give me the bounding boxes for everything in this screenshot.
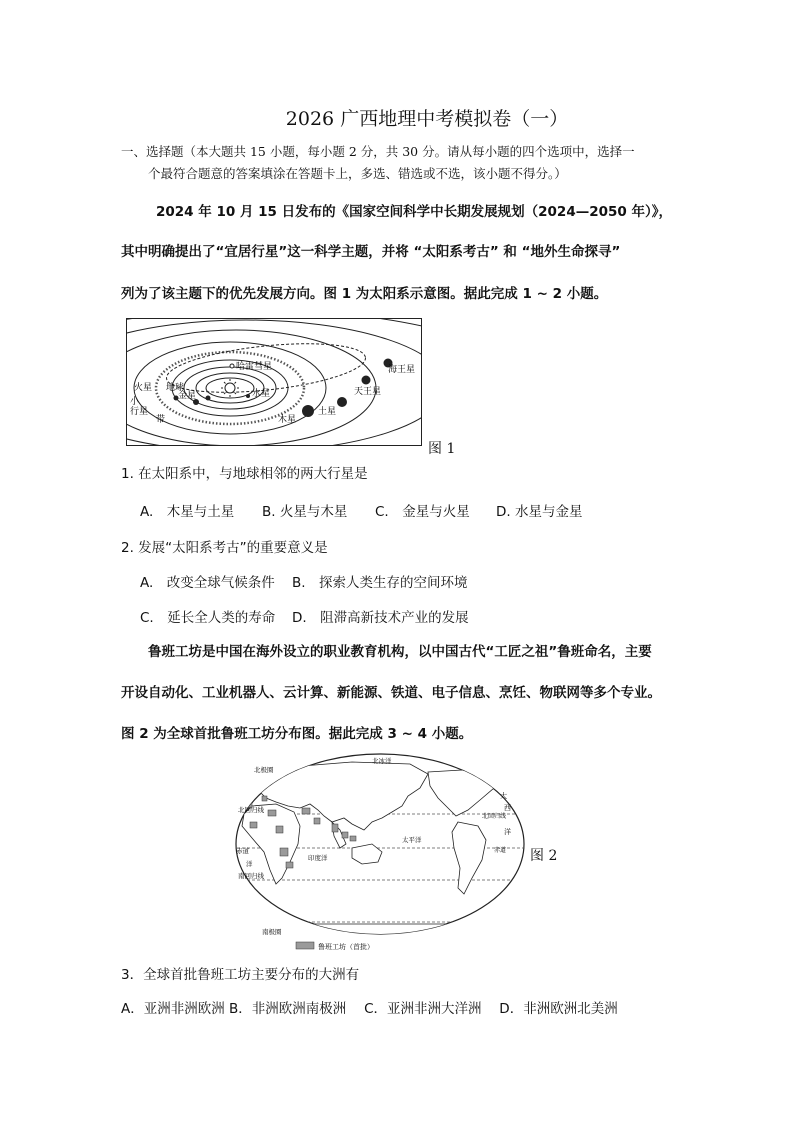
map-label-atlantic-da: 大	[500, 792, 507, 800]
map-label-arctic-ocean: 北冰洋	[372, 757, 392, 765]
passage2-line3: 图 2 为全球首批鲁班工坊分布图。据此完成 3 ~ 4 小题。	[121, 726, 473, 742]
passage2-line2: 开设自动化、工业机器人、云计算、新能源、铁道、电子信息、烹饪、物联网等多个专业。	[121, 685, 661, 701]
q3-stem: 3．全球首批鲁班工坊主要分布的大洲有	[121, 967, 360, 983]
q1-option-c[interactable]: C. 金星与火星	[375, 504, 470, 520]
map-label-ocean-left: 洋	[246, 860, 253, 868]
solar-system-figure	[126, 318, 422, 446]
q1-option-a[interactable]: A. 木星与土星	[140, 504, 235, 520]
q1-option-b[interactable]: B. 火星与木星	[262, 504, 348, 520]
map-label-tropic-capricorn: 南回归线	[238, 872, 264, 880]
svg-text:火星: 火星	[134, 383, 153, 393]
q1-option-d[interactable]: D. 水星与金星	[496, 504, 583, 520]
q1-stem: 1. 在太阳系中，与地球相邻的两大行星是	[121, 466, 368, 482]
svg-text:小: 小	[130, 397, 140, 407]
svg-text:地球: 地球	[166, 383, 185, 393]
map-label-antarctic-circle: 南极圈	[262, 928, 282, 936]
q2-option-a[interactable]: A. 改变全球气候条件	[140, 575, 275, 591]
svg-text:水星: 水星	[252, 389, 271, 399]
q2-option-b[interactable]: B. 探索人类生存的空间环境	[292, 575, 468, 591]
world-map-figure	[232, 752, 528, 954]
map-label-arctic-circle: 北极圈	[254, 766, 274, 774]
map-label-pacific: 太平洋	[402, 836, 422, 844]
passage2-line1: 鲁班工坊是中国在海外设立的职业教育机构，以中国古代“工匠之祖”鲁班命名，主要	[148, 644, 652, 660]
q2-option-c[interactable]: C. 延长全人类的寿命	[140, 610, 276, 626]
map-label-atlantic-xi: 西	[504, 804, 511, 812]
q2-option-d[interactable]: D. 阻滞高新技术产业的发展	[292, 610, 469, 626]
figure2-label: 图 2	[530, 848, 558, 864]
q3-options[interactable]: A．亚洲非洲欧洲 B．非洲欧洲南极洲 C．亚洲非洲大洋洲 D．非洲欧洲北美洲	[121, 1001, 618, 1017]
map-legend-label: 鲁班工坊（首批）	[318, 943, 374, 951]
passage1-line3: 列为了该主题下的优先发展方向。图 1 为太阳系示意图。据此完成 1 ~ 2 小题。	[121, 286, 608, 302]
legend-swatch	[296, 942, 314, 949]
figure1-label: 图 1	[428, 441, 456, 457]
map-label-tropic-cancer: 北回归线	[238, 806, 264, 814]
map-label-indian: 印度洋	[308, 854, 328, 862]
section-instruction-line1: 一、选择题（本大题共 15 小题，每小题 2 分，共 30 分。请从每小题的四个选项中，选择一	[121, 144, 635, 159]
svg-text:土星: 土星	[318, 407, 337, 417]
svg-text:带: 带	[156, 415, 166, 425]
svg-text:天王星: 天王星	[354, 387, 382, 397]
passage1-line2: 其中明确提出了“宜居行星”这一科学主题，并将 “太阳系考古” 和 “地外生命探寻”	[121, 244, 621, 260]
section-instruction-line2: 个最符合题意的答案填涂在答题卡上，多选、错选或不选，该小题不得分。）	[148, 166, 567, 181]
map-label-atlantic-yang: 洋	[504, 828, 511, 836]
map-label-equator: 赤道	[236, 847, 249, 855]
svg-text:金星: 金星	[178, 391, 197, 401]
passage1-line1: 2024 年 10 月 15 日发布的《国家空间科学中长期发展规划（2024—2050 年）》，	[156, 204, 672, 220]
svg-text:哈雷彗星: 哈雷彗星	[236, 362, 273, 372]
page-title: 2026 广西地理中考模拟卷（一）	[285, 108, 569, 130]
svg-text:木星: 木星	[278, 415, 297, 425]
q2-stem: 2. 发展“太阳系考古”的重要意义是	[121, 540, 328, 556]
svg-text:行星: 行星	[130, 407, 149, 417]
svg-text:海王星: 海王星	[388, 365, 416, 375]
map-label-tropic-cancer-right: 北回归线	[482, 813, 507, 820]
map-label-equator-right: 赤道	[494, 847, 507, 854]
